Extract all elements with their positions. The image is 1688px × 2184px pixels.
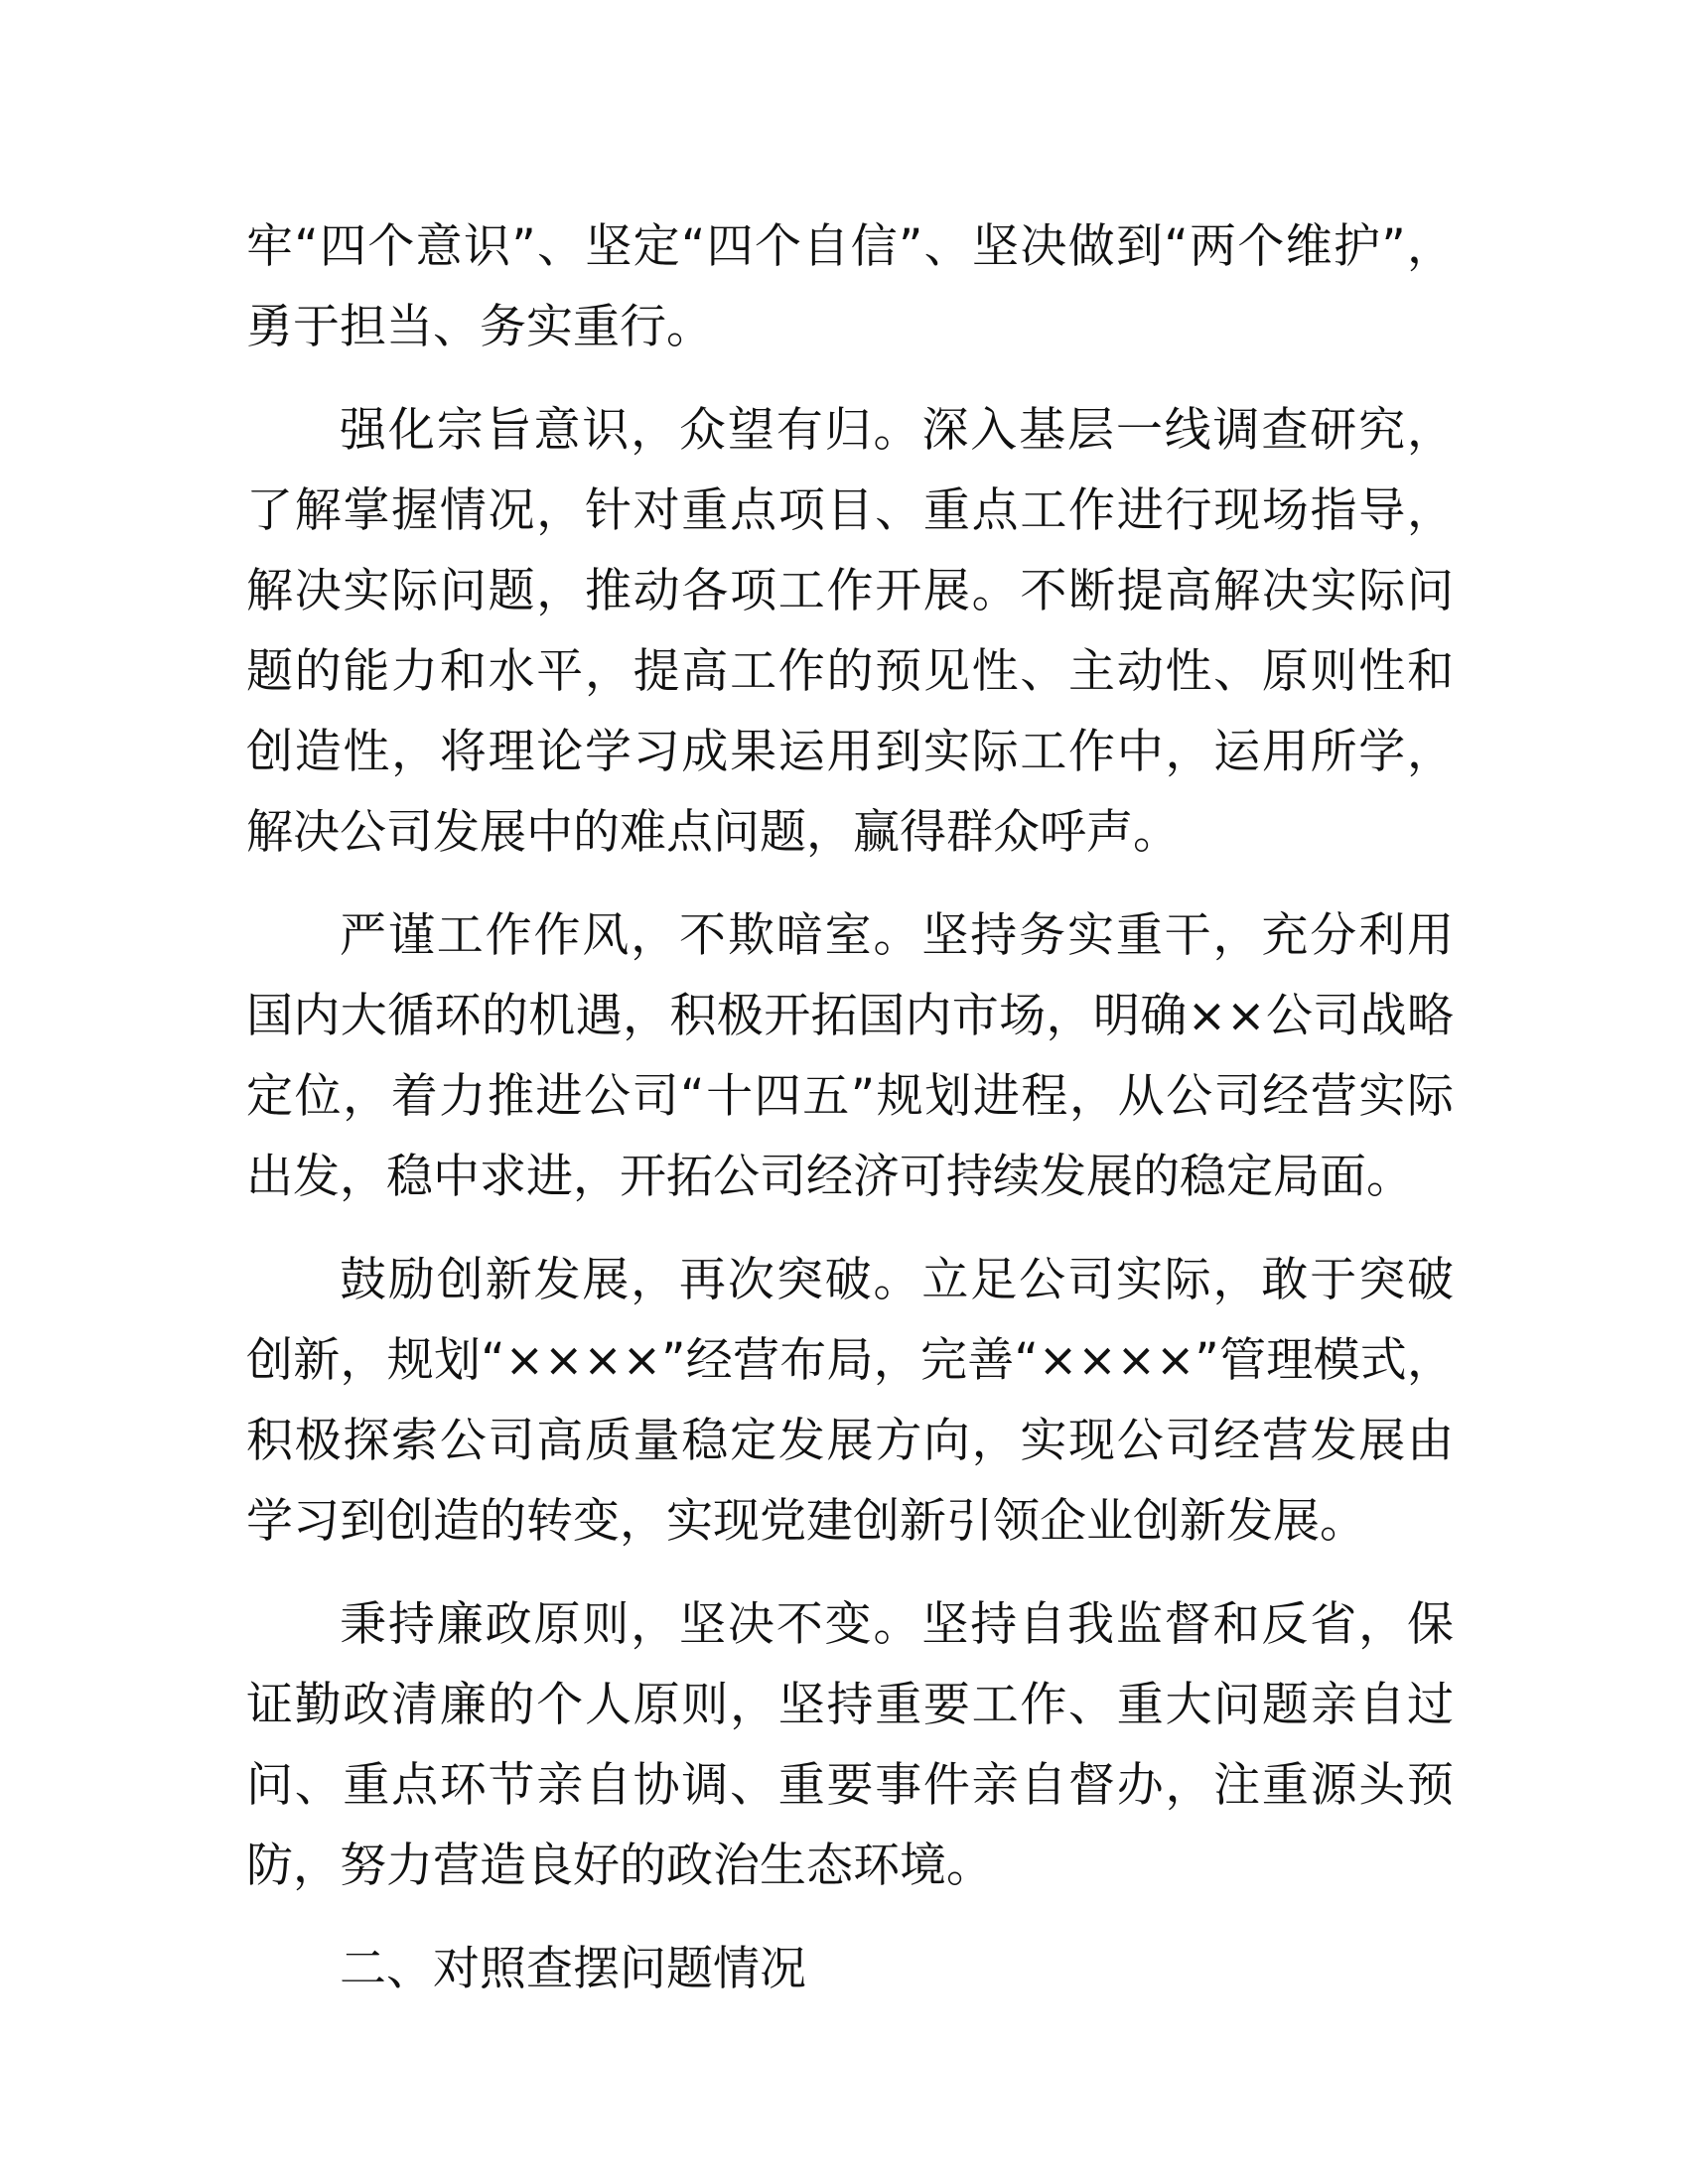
document-body [246,206,1454,2009]
section-heading: 二、对照查摆问题情况 [340,1942,806,1996]
paragraph-integrity: 秉持廉政原则，坚决不变。坚持自我监督和反省，保证勤政清廉的个人原则，坚持重要工作、重大问题亲自过问、重点环节亲自协调、重要事件亲自督办，注重源头预防，努力营造良好的政治生态环境。 [246,1597,1454,1893]
paragraph-continuation: 牢“四个意识”、坚定“四个自信”、坚决做到“两个维护”，勇于担当、务实重行。 [246,219,1454,354]
paragraph-purpose-awareness: 强化宗旨意识，众望有归。深入基层一线调查研究，了解掌握情况，针对重点项目、重点工作进行现场指导，解决实际问题，推动各项工作开展。不断提高解决实际问题的能力和水平，提高工作的预见性、主动性、原则性和创造性，将理论学习成果运用到实际工作中，运用所学，解决公司发展中的难点问题，赢得群众呼声。 [246,403,1454,860]
paragraph-innovation: 鼓励创新发展，再次突破。立足公司实际，敢于突破创新，规划“××××”经营布局，完善“××××”管理模式，积极探索公司高质量稳定发展方向，实现公司经营发展由学习到创造的转变，实现党建创新引领企业创新发展。 [246,1253,1454,1549]
paragraph-work-style: 严谨工作作风，不欺暗室。坚持务实重干，充分利用国内大循环的机遇，积极开拓国内市场，明确××公司战略定位，着力推进公司“十四五”规划进程，从公司经营实际出发，稳中求进，开拓公司经济可持续发展的稳定局面。 [246,908,1454,1204]
